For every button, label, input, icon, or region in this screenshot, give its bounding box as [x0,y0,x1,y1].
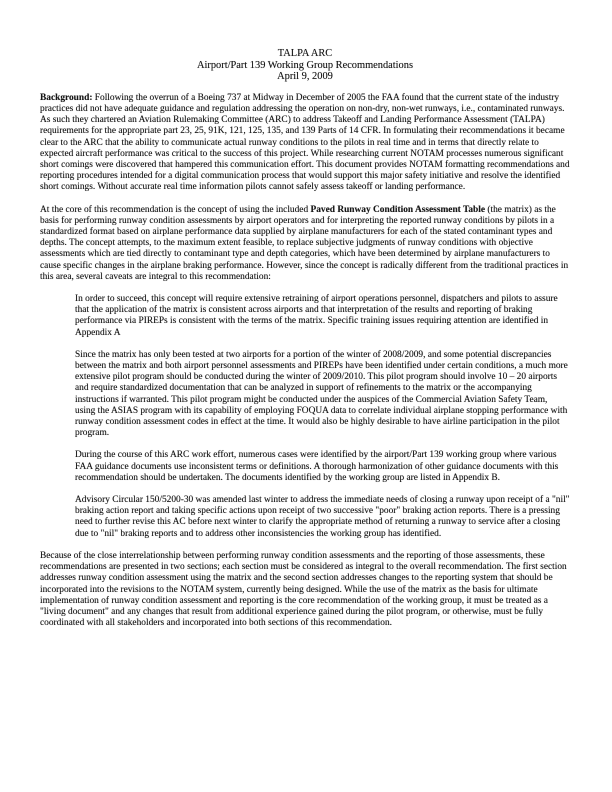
core-concept-paragraph [40,205,570,283]
caveat-advisory-circular-paragraph: Advisory Circular 150/5200-30 was amended last winter to address the immediate needs of closing a runway upon receipt of a "nil" braking action report and taking specific actions upon receipt of two successive "poor" braking action reports. There is a pressing need to further revise this AC before next winter to clarify the appropriate method of returning a runway to service after a closing due to "nil" braking reports and to address other inconsistencies the working group has identified. [75,495,570,539]
matrix-table-name: Paved Runway Condition Assessment Table [310,204,486,215]
document-header [40,48,570,83]
background-paragraph [40,93,570,194]
document-subtitle: Airport/Part 139 Working Group Recommendations [197,59,413,71]
background-text: Following the overrun of a Boeing 737 at Midway in December of 2005 the FAA found that the current state of the industry practices did not have adequate guidance and regulation addressing the operation on non-dry, non-wet runways, i.e., contaminated runways. As such they chartered an Aviation Rulemaking Committee (ARC) to address Takeoff and Landing Performance Assessment (TALPA) requirements for the appropriate part 23, 25, 91K, 121, 125, 135, and 139 Parts of 14 CFR. In formulating their recommendations it became clear to the ARC that the ability to communicate actual runway conditions to the pilots in real time and in terms that directly relate to expected aircraft performance was critical to the success of this project. While researching current NOTAM processes numerous significant short comings were discovered that hampered this communication effort. This document provides NOTAM formatting recommendations and reporting procedures intended for a digital communication process that would support this major safety initiative and resolve the identified short comings. Without accurate real time information pilots cannot safely assess takeoff or landing performance. [40,92,570,193]
caveat-harmonization-paragraph: During the course of this ARC work effort, numerous cases were identified by the airport/Part 139 working group where various FAA guidance documents use inconsistent terms or definitions. A thorough harmonization of other guidance documents with this recommendation should be undertaken. The documents identified by the working group are listed in Appendix B. [75,450,559,483]
caveat-training-paragraph: In order to succeed, this concept will require extensive retraining of airport operations personnel, dispatchers and pilots to assure that the application of the matrix is consistent across airports and that interpretation of the results and reporting of braking performance via PIREPs is consistent with the terms of the matrix. Specific training issues requiring attention are identified in Appendix A [75,294,558,338]
core-paragraph-pre: At the core of this recommendation is the concept of using the included [40,204,311,215]
closing-paragraph: Because of the close interrelationship between performing runway condition assessments and the reporting of those assessments, these recommendations are presented in two sections; each section must be considered as integral to the overall recommendation. The first section addresses runway condition assessment using the matrix and the second section addresses changes to the reporting system that should be incorporated into the revisions to the NOTAM system, currently being designed. While the use of the matrix as the basis for ultimate implementation of runway condition assessment and reporting is the core recommendation of the working group, it must be treated as a "living document" and any changes that result from additional experience gained during the pilot program, or otherwise, must be fully coordinated with all stakeholders and incorporated into both sections of this recommendation. [40,550,567,629]
background-label: Background: [40,92,93,103]
document-title: TALPA ARC [277,48,333,59]
core-paragraph-post: (the matrix) as the basis for performing runway condition assessments by airport operators and for interpreting the reported runway conditions by pilots in a standardized format based on airplane performance data supplied by airplane manufacturers for each of the stated contaminant types and depths. The concept attempts, to the maximum extent feasible, to replace subjective judgments of runway conditions with objective assessments which are tied directly to contaminant type and depth categories, which have been determined by airplane manufacturers to cause specific changes in the airplane braking performance. However, since the concept is radically different from the traditional practices in this area, several caveats are integral to this recommendation: [40,204,569,282]
caveat-pilot-program-paragraph: Since the matrix has only been tested at two airports for a portion of the winter of 2008/2009, and some potential discrepancies between the matrix and both airport personnel assessments and PIREPs have been identified under certain conditions, a much more extensive pilot program should be conducted during the winter of 2009/2010. This pilot program should involve 10 – 20 airports and require standardized documentation that can be analyzed in support of refinements to the matrix or the accompanying instructions if warranted. This pilot program might be conducted under the auspices of the Commercial Aviation Safety Team, using the ASIAS program with its capability of employing FOQUA data to correlate individual airplane stopping performance with runway condition assessment codes in effect at the time. It would also be highly desirable to have airline participation in the pilot program. [75,349,568,439]
document-date: April 9, 2009 [277,71,333,83]
